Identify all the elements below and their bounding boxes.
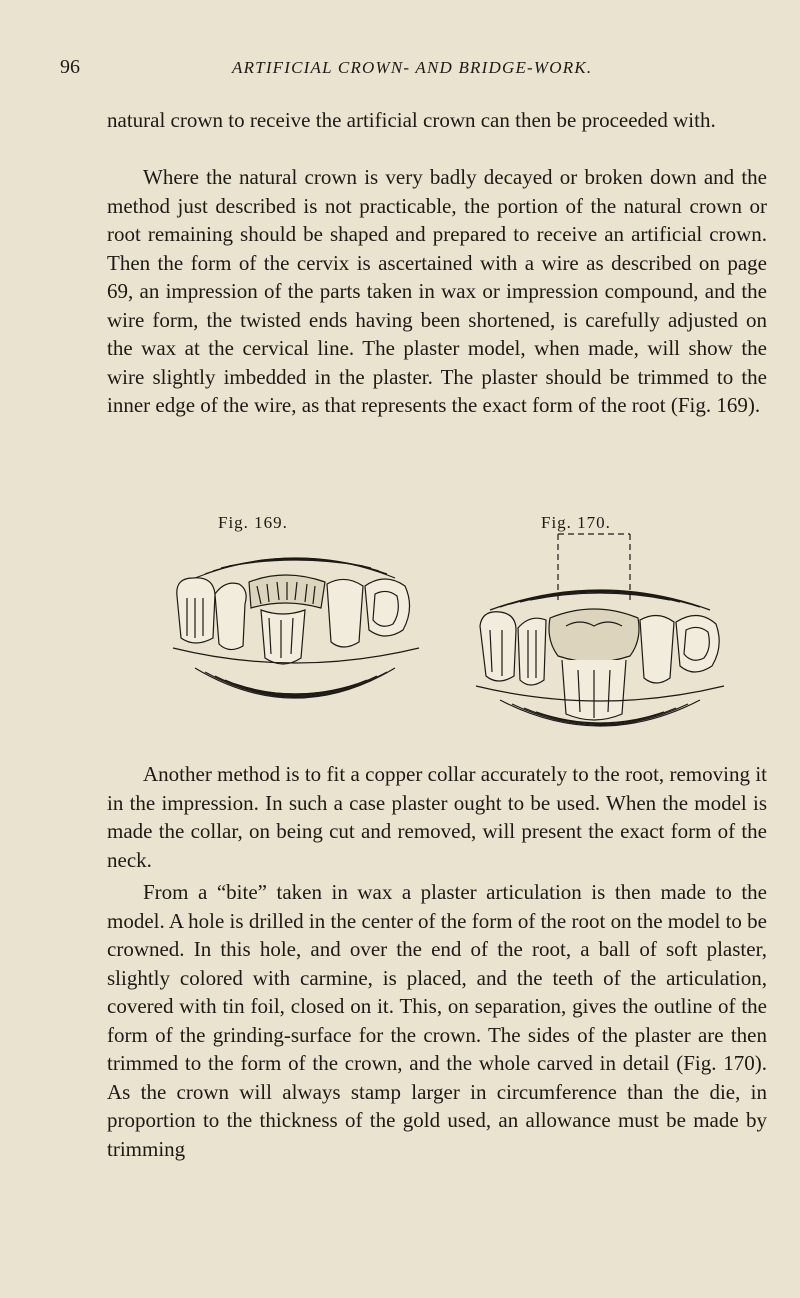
running-title: ARTIFICIAL CROWN- AND BRIDGE-WORK. (232, 58, 593, 77)
paragraph-decayed-crown: Where the natural crown is very badly decayed or broken down and the method just described is not practicable, the portion of the natural crown or root remaining should be shaped and prepared to receive an artificial crown. Then the form of the cervix is ascertained with a wire as described on page 69, an impression of the parts taken in wax or impression compound, and the wire form, the twisted ends having been shortened, is carefully adjusted on the wax at the cervical line. The plaster model, when made, will show the wire slightly imbedded in the plaster. The plaster should be trimmed to the inner edge of the wire, as that represents the exact form of the root (Fig. 169). (107, 165, 767, 417)
paragraph-copper-collar: Another method is to fit a copper collar accurately to the root, removing it in the impression. In such a case plaster ought to be used. When the model is made the collar, on being cut and removed, will present the exact form of the neck. (107, 762, 767, 872)
figure-170-illustration (470, 530, 730, 750)
page-header (60, 56, 760, 86)
figure-170-label: Fig. 170. (541, 513, 611, 532)
page-number: 96 (60, 56, 80, 78)
figure-169-label: Fig. 169. (218, 513, 288, 532)
paragraph-bite-articulation: From a “bite” taken in wax a plaster articulation is then made to the model. A hole is drilled in the center of the form of the root on the model to be crowned. In this hole, and over the end of the root, a ball of soft plaster, slightly colored with carmine, is placed, and the teeth of the articulation, covered with tin foil, closed on it. This, on separation, gives the outline of the form of the grinding-surface for the crown. The sides of the plaster are then trimmed to the form of the crown, and the whole carved in detail (Fig. 170). As the crown will always stamp larger in circumference than the die, in proportion to the thickness of the gold used, an allowance must be made by trimming (107, 880, 767, 1161)
figure-169-illustration (165, 538, 427, 728)
paragraph-continuation: natural crown to receive the artificial crown can then be proceeded with. (107, 108, 716, 132)
